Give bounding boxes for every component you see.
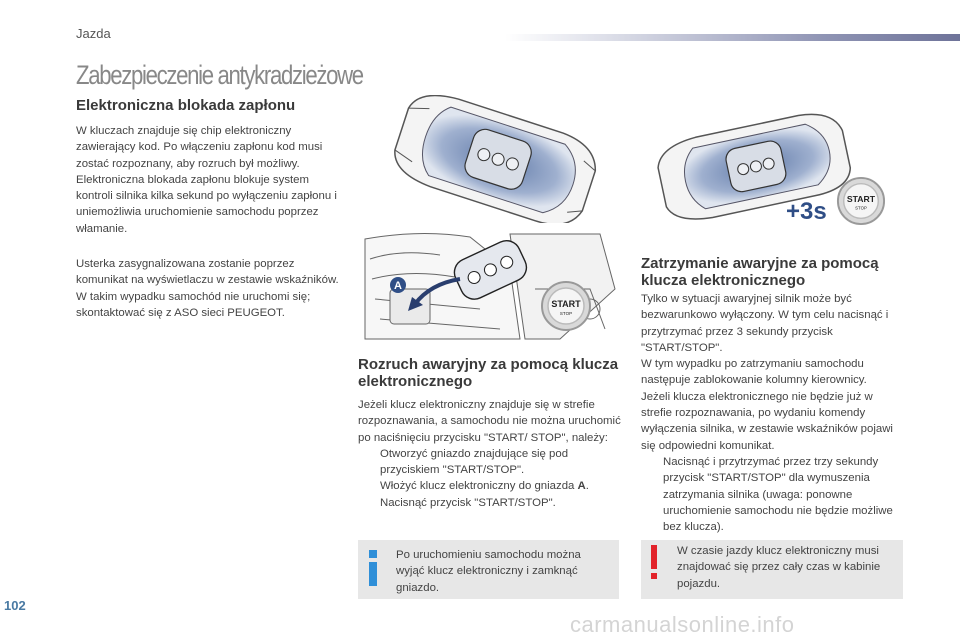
backup-start-intro: Jeżeli klucz elektroniczny znajduje się w strefie rozpoznawania, a samochodu nie można uruchomić po naciśnięciu przycisku "START/ STOP", należy:: [358, 399, 621, 444]
car-key-zone-illustration: [382, 95, 607, 223]
warning-icon: [647, 544, 661, 584]
immobiliser-fault-paragraph: [76, 256, 346, 321]
emergency-stop-intro-3: Jeżeli klucza elektronicznego nie będzie już w strefie rozpoznawania, po wydaniu komendy wyłączenia silnika, w zestawie wskaźników pojawi się odpowiedni komunikat.: [641, 390, 893, 452]
warning-note-box: [641, 540, 903, 599]
backup-start-steps: [358, 446, 626, 511]
fault-text-2: W takim wypadku samochód nie uruchomi się; skontaktować się z ASO sieci PEUGEOT.: [76, 290, 311, 319]
info-note-text: Po uruchomieniu samochodu można wyjąć klucz elektroniczny i zamknąć gniazdo.: [396, 549, 581, 594]
stop-label: STOP: [559, 311, 573, 316]
start-stop-button-icon: [540, 280, 592, 332]
section-title-backup-start: Rozruch awaryjny za pomocą klucza elektronicznego: [358, 356, 619, 390]
info-note-box: [358, 540, 619, 599]
running-header: Jazda: [76, 26, 111, 41]
emergency-stop-body: [641, 291, 906, 535]
immobiliser-paragraph: W kluczach znajduje się chip elektroniczny zawierający kod. Po włączeniu zapłonu kod musi zostać rozpoznany, aby rozruch był możliwy. Elektroniczna blokada zapłonu blokuje system kontroli silnika kilka sekund po wyłączeniu zapłonu i uniemożliwia uruchomienie samochodu poprzez włamanie.: [76, 125, 337, 235]
warning-note-text: W czasie jazdy klucz elektroniczny musi znajdować się przez cały czas w kabinie pojazdu.: [677, 545, 881, 590]
hold-three-seconds-label: +3s: [786, 198, 827, 225]
header-decorative-bar: [505, 34, 960, 41]
list-item: Nacisnąć przycisk "START/STOP".: [380, 496, 556, 509]
list-item: Włożyć klucz elektroniczny do gniazda A.: [380, 480, 589, 493]
section-title-emergency-stop: Zatrzymanie awaryjne za pomocą klucza elektronicznego: [641, 255, 879, 289]
page-number: 102: [4, 598, 26, 613]
info-icon: [366, 548, 380, 588]
svg-text:START: START: [846, 193, 876, 204]
page-title: Zabezpieczenie antykradzieżowe: [76, 60, 363, 90]
list-item: Otworzyć gniazdo znajdujące się pod przyciskiem "START/STOP".: [380, 447, 569, 477]
start-stop-button-icon-right: [836, 176, 886, 226]
section-title-immobiliser: Elektroniczna blokada zapłonu: [76, 97, 296, 114]
backup-start-body: [358, 397, 626, 511]
watermark: carmanualsonline.info: [570, 612, 795, 637]
slot-marker-a: A: [394, 280, 402, 292]
list-item: Nacisnąć i przytrzymać przez trzy sekundy przycisk "START/STOP" dla wymuszenia zatrzymania silnika (uwaga: ponowne uruchomienie samochodu nie będzie możliwe bez klucza).: [663, 455, 893, 534]
fault-text-1: Usterka zasygnalizowana zostanie poprzez komunikat na wyświetlaczu w zestawie wskaźników.: [76, 258, 339, 287]
emergency-stop-intro-2: W tym wypadku po zatrzymaniu samochodu następuje zablokowanie kolumny kierownicy.: [641, 358, 867, 387]
emergency-stop-intro-1: Tylko w sytuacji awaryjnej silnik może być bezwarunkowo wyłączony. W tym celu nacisnąć i przytrzymać przez 3 sekundy przycisk "START/STOP".: [641, 293, 889, 354]
emergency-stop-steps: [641, 454, 906, 535]
svg-text:STOP: STOP: [855, 205, 867, 211]
start-label: START: [551, 299, 581, 309]
